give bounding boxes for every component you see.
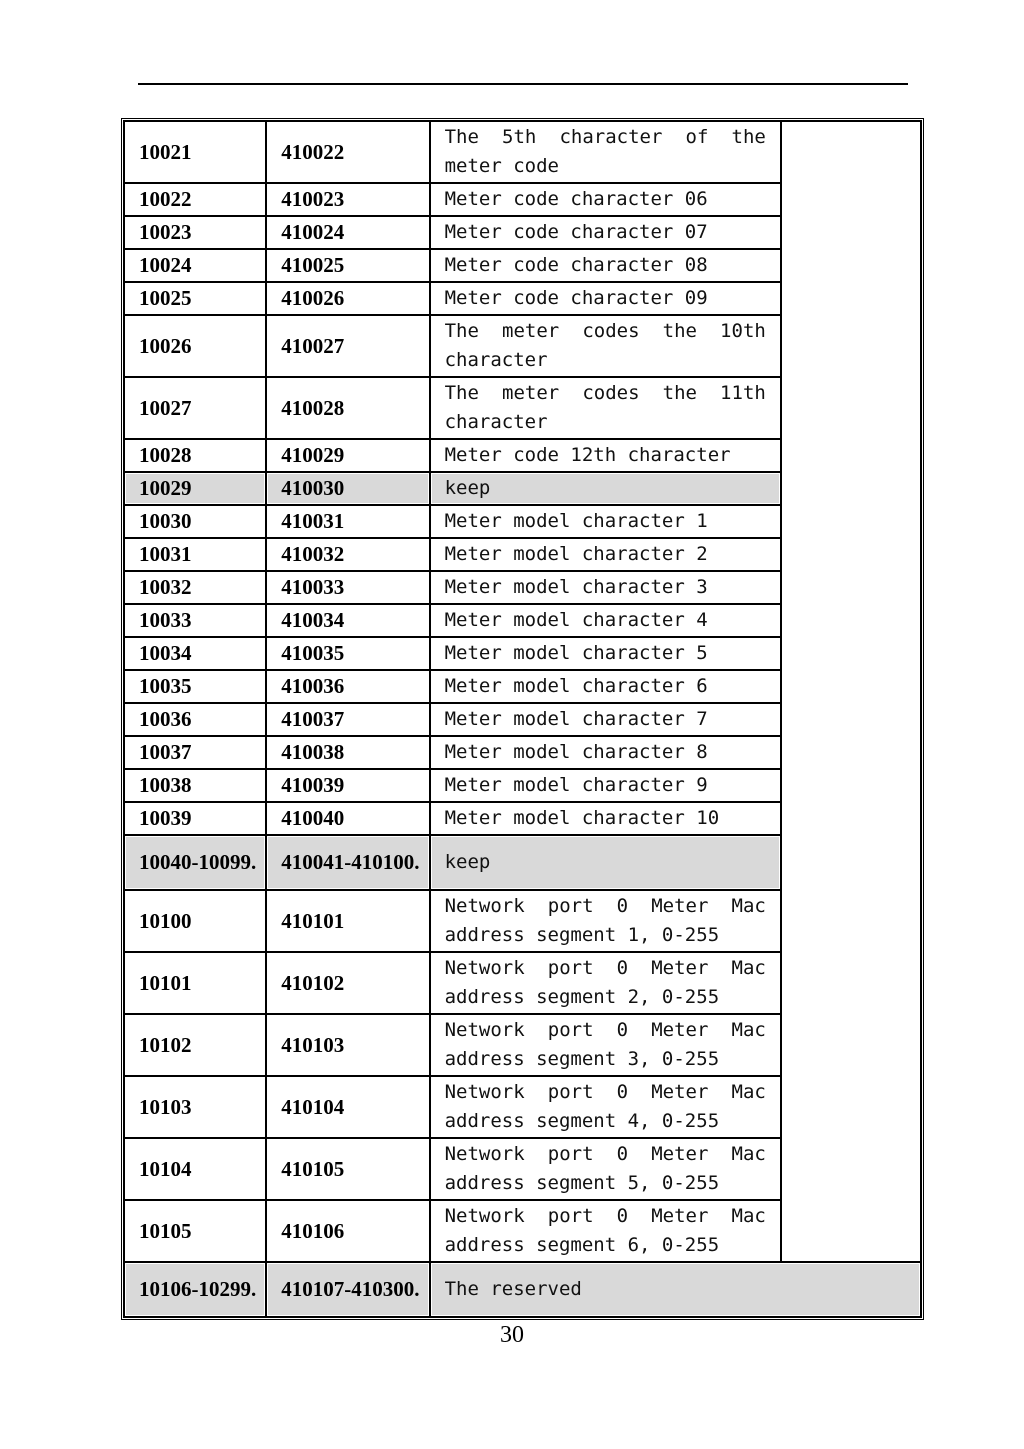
- register-table-container: [121, 118, 924, 1320]
- description-cell: Network port 0 Meter Mac address segment 4, 0-255: [430, 1076, 781, 1138]
- address-cell: 10100: [124, 890, 266, 952]
- address-cell: 10103: [124, 1076, 266, 1138]
- description-cell: Meter model character 7: [430, 703, 781, 736]
- description-cell: Meter model character 3: [430, 571, 781, 604]
- register-cell: 410041-410100.: [266, 835, 429, 890]
- address-cell: 10022: [124, 183, 266, 216]
- address-cell: 10030: [124, 505, 266, 538]
- description-cell: Meter code character 07: [430, 216, 781, 249]
- register-cell: 410029: [266, 439, 429, 472]
- description-cell: Network port 0 Meter Mac address segment 5, 0-255: [430, 1138, 781, 1200]
- reserved-row: [124, 1262, 921, 1317]
- register-cell: 410035: [266, 637, 429, 670]
- description-cell: Network port 0 Meter Mac address segment 3, 0-255: [430, 1014, 781, 1076]
- register-cell: 410038: [266, 736, 429, 769]
- description-cell: Meter code 12th character: [430, 439, 781, 472]
- register-cell: 410104: [266, 1076, 429, 1138]
- register-cell: 410105: [266, 1138, 429, 1200]
- table-row: [124, 121, 921, 183]
- address-cell: 10034: [124, 637, 266, 670]
- register-cell: 410030: [266, 472, 429, 505]
- register-cell: 410027: [266, 315, 429, 377]
- description-cell: keep: [430, 472, 781, 505]
- register-cell: 410031: [266, 505, 429, 538]
- description-cell: Network port 0 Meter Mac address segment 6, 0-255: [430, 1200, 781, 1262]
- address-cell: 10028: [124, 439, 266, 472]
- register-cell: 410040: [266, 802, 429, 835]
- register-table: [121, 118, 924, 1320]
- description-cell: Meter code character 09: [430, 282, 781, 315]
- address-cell: 10026: [124, 315, 266, 377]
- address-cell: 10040-10099.: [124, 835, 266, 890]
- header-rule: [138, 83, 908, 85]
- address-cell: 10102: [124, 1014, 266, 1076]
- description-cell: Network port 0 Meter Mac address segment 1, 0-255: [430, 890, 781, 952]
- description-cell: Meter code character 08: [430, 249, 781, 282]
- description-cell: Meter code character 06: [430, 183, 781, 216]
- register-cell: 410102: [266, 952, 429, 1014]
- page-number: 30: [500, 1322, 524, 1348]
- address-cell: 10038: [124, 769, 266, 802]
- register-cell: 410033: [266, 571, 429, 604]
- address-cell: 10101: [124, 952, 266, 1014]
- address-cell: 10104: [124, 1138, 266, 1200]
- address-cell: 10021: [124, 121, 266, 183]
- description-cell: The reserved: [430, 1262, 921, 1317]
- register-cell: 410103: [266, 1014, 429, 1076]
- register-cell: 410024: [266, 216, 429, 249]
- address-cell: 10023: [124, 216, 266, 249]
- address-cell: 10031: [124, 538, 266, 571]
- address-cell: 10106-10299.: [124, 1262, 266, 1317]
- description-cell: Meter model character 2: [430, 538, 781, 571]
- register-cell: 410028: [266, 377, 429, 439]
- address-cell: 10033: [124, 604, 266, 637]
- address-cell: 10029: [124, 472, 266, 505]
- description-cell: Meter model character 8: [430, 736, 781, 769]
- description-cell: The 5th character of the meter code: [430, 121, 781, 183]
- description-cell: Meter model character 6: [430, 670, 781, 703]
- description-cell: Network port 0 Meter Mac address segment 2, 0-255: [430, 952, 781, 1014]
- address-cell: 10105: [124, 1200, 266, 1262]
- register-cell: 410023: [266, 183, 429, 216]
- description-cell: Meter model character 10: [430, 802, 781, 835]
- register-cell: 410034: [266, 604, 429, 637]
- register-cell: 410026: [266, 282, 429, 315]
- address-cell: 10024: [124, 249, 266, 282]
- register-table-body: [124, 121, 921, 1317]
- description-cell: Meter model character 4: [430, 604, 781, 637]
- address-cell: 10032: [124, 571, 266, 604]
- register-cell: 410037: [266, 703, 429, 736]
- description-cell: keep: [430, 835, 781, 890]
- address-cell: 10037: [124, 736, 266, 769]
- blank-column-cell: [781, 121, 921, 1262]
- register-cell: 410025: [266, 249, 429, 282]
- register-cell: 410022: [266, 121, 429, 183]
- address-cell: 10039: [124, 802, 266, 835]
- register-cell: 410036: [266, 670, 429, 703]
- description-cell: Meter model character 1: [430, 505, 781, 538]
- description-cell: Meter model character 9: [430, 769, 781, 802]
- register-cell: 410106: [266, 1200, 429, 1262]
- description-cell: The meter codes the 11th character: [430, 377, 781, 439]
- address-cell: 10036: [124, 703, 266, 736]
- address-cell: 10035: [124, 670, 266, 703]
- description-cell: Meter model character 5: [430, 637, 781, 670]
- description-cell: The meter codes the 10th character: [430, 315, 781, 377]
- register-cell: 410101: [266, 890, 429, 952]
- register-cell: 410107-410300.: [266, 1262, 429, 1317]
- register-cell: 410039: [266, 769, 429, 802]
- register-cell: 410032: [266, 538, 429, 571]
- address-cell: 10027: [124, 377, 266, 439]
- address-cell: 10025: [124, 282, 266, 315]
